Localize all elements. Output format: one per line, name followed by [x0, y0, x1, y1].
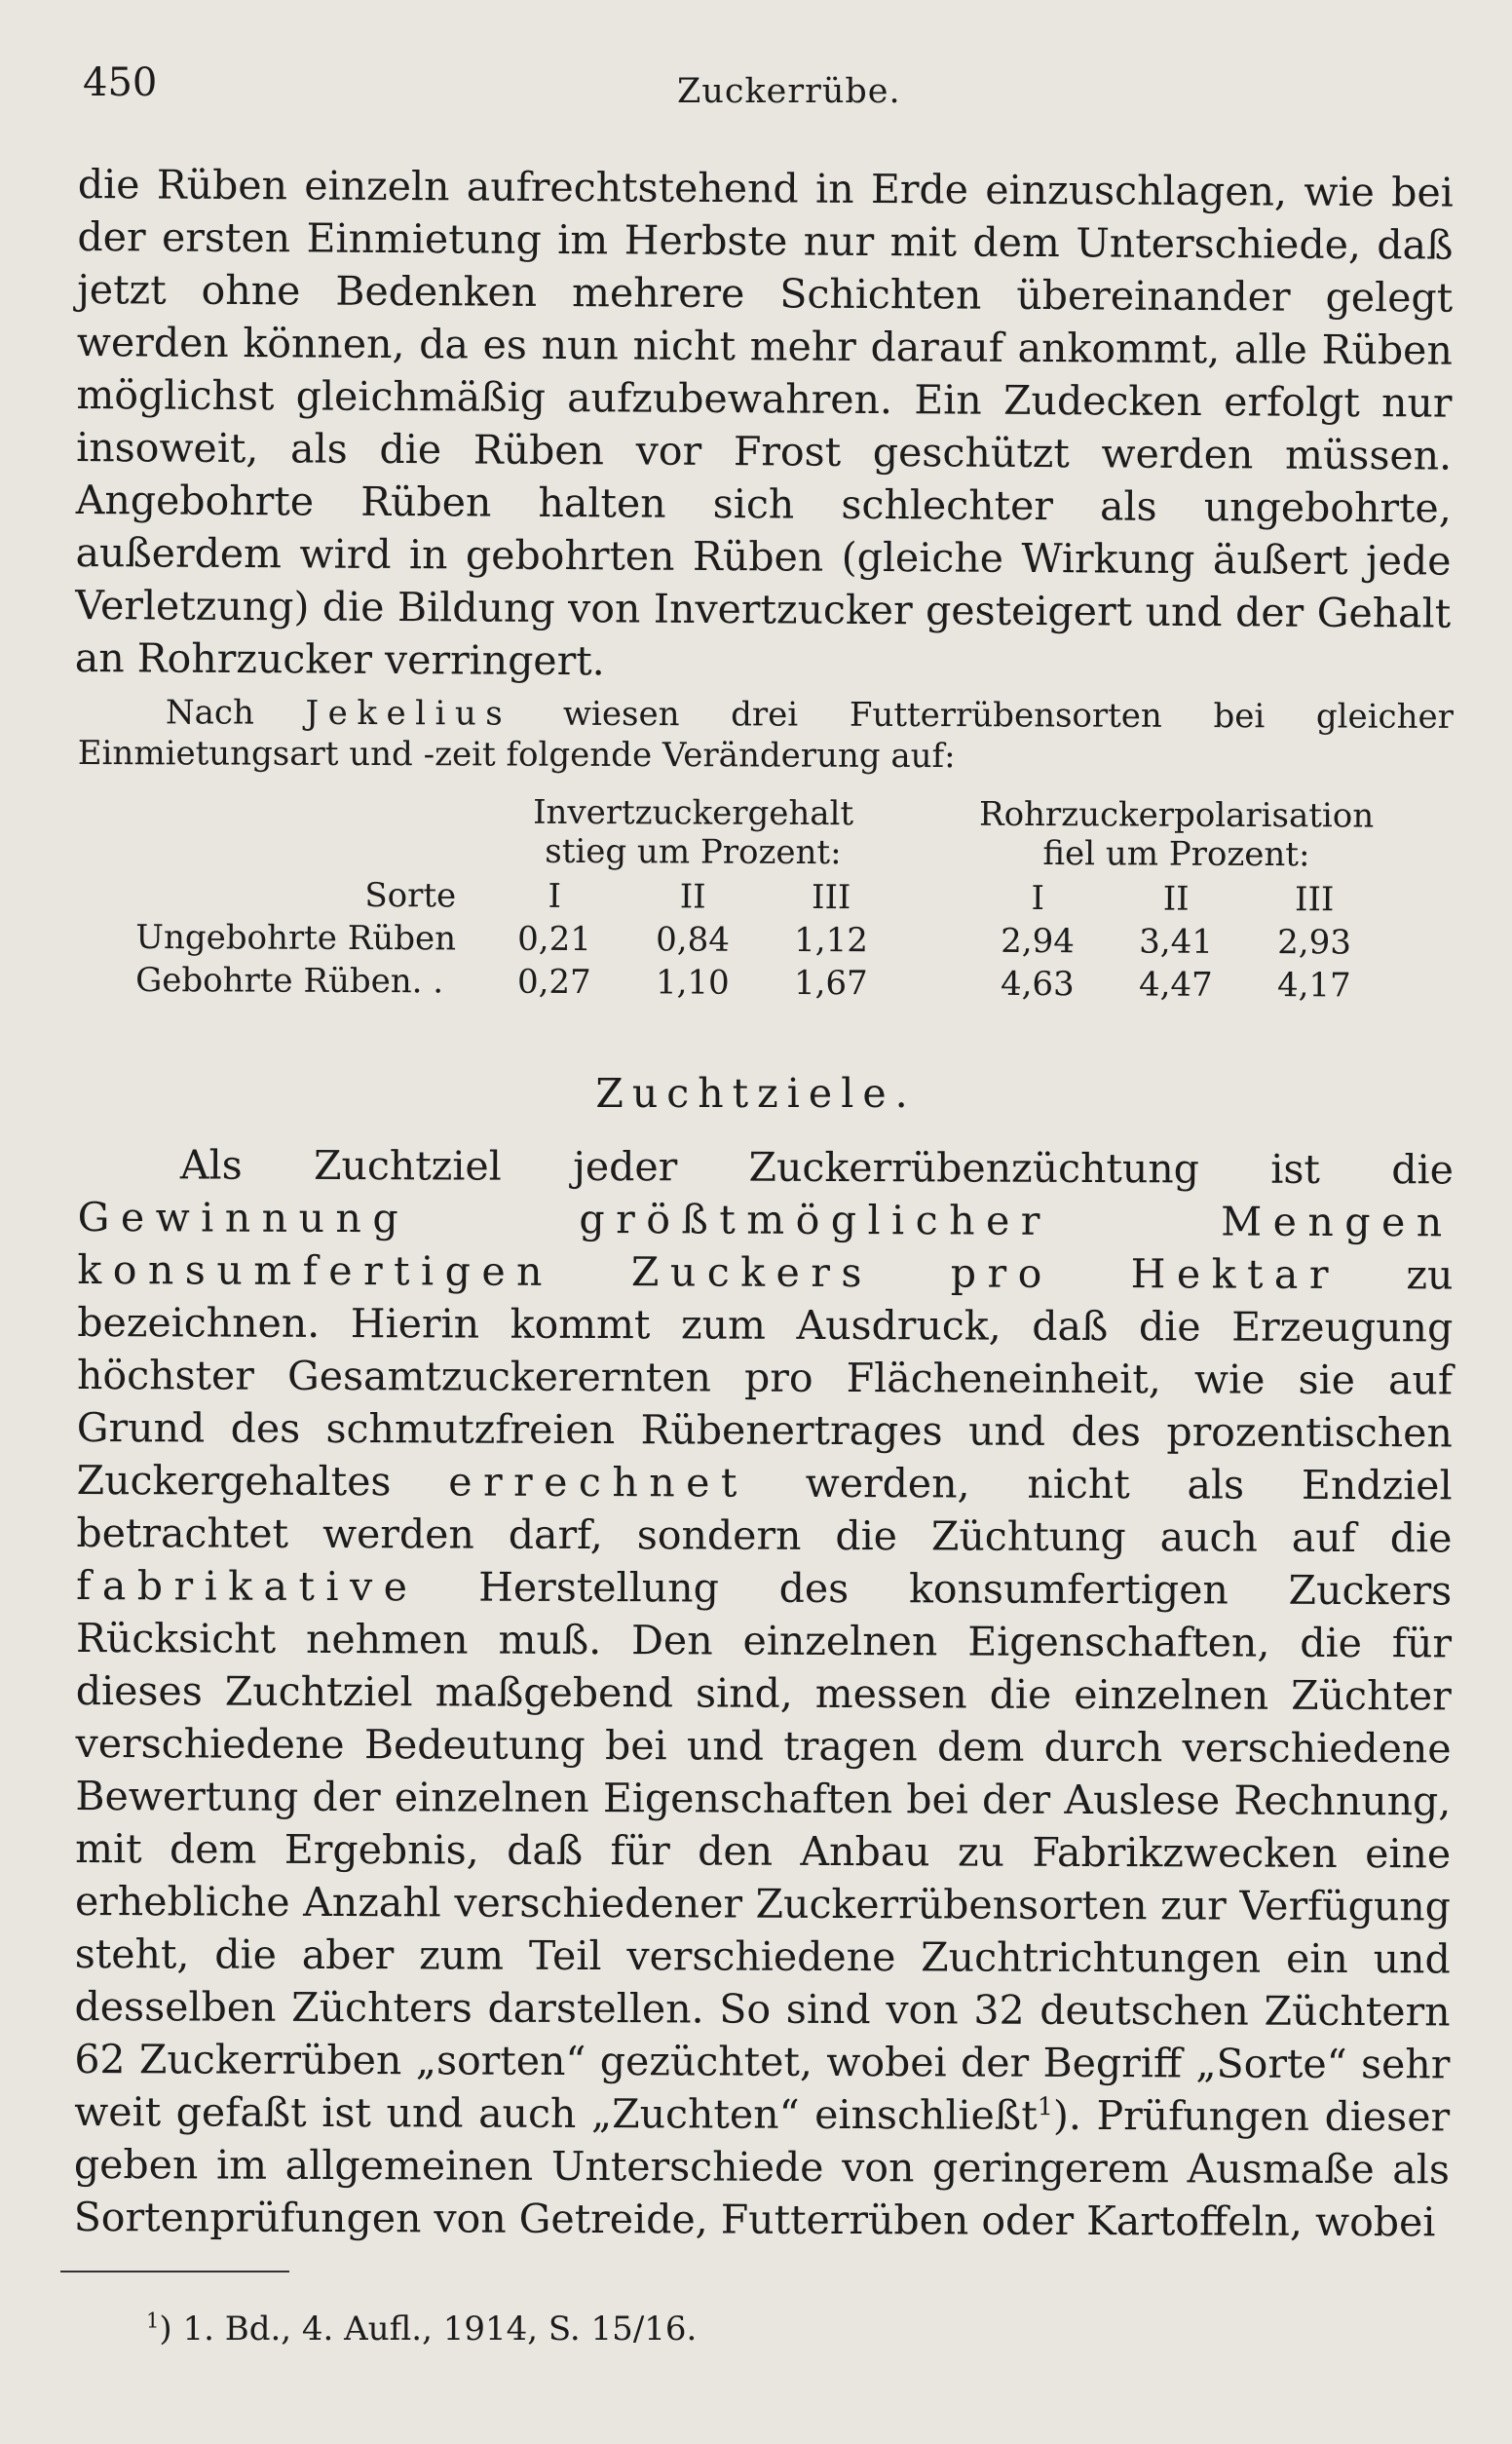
intro-text-before: Nach: [165, 693, 254, 733]
text-run: Als Zuchtziel jeder Zuckerrübenzüchtung ist die: [179, 1141, 1454, 1194]
paragraph-zuchtziele: [74, 1138, 1454, 2248]
footnote: [146, 2310, 697, 2349]
text-run: ). Prüfungen dieser geben im allgemeinen Unterschiede von geringerem Ausmaße als Sortenprüfungen von Getreide, Futterrüben oder Kartoffeln, wobei: [73, 2091, 1451, 2246]
table-row: [135, 916, 1383, 965]
column-header: I: [1031, 879, 1045, 919]
group-header-rohrzucker: Rohrzuckerpolarisation fiel um Prozent:: [978, 794, 1375, 875]
column-header: II: [1162, 879, 1190, 919]
footnote-marker: 1: [146, 2308, 160, 2333]
page-number: 450: [83, 60, 158, 105]
column-header: III: [811, 878, 851, 918]
table-cell: 0,84: [656, 920, 730, 960]
author-name: Jekelius: [305, 693, 512, 734]
column-header-sorte: Sorte: [364, 876, 457, 916]
text-run: zu bezeichnen. Hierin kommt zum Ausdruck, daß die Erzeugung höchster Gesamtzuckerernten pro Flächeneinheit, wie sie auf Grund des schmutzfreien Rübenertrages und des prozentischen Zuckergehaltes: [76, 1251, 1454, 1506]
table-group-header: [136, 791, 1384, 879]
intro-text-after: wiesen drei Futterrübensorten bei gleicher Einmietungsart und -zeit folgende Veränderung auf:: [77, 694, 1454, 777]
paragraph-text: die Rüben einzeln aufrechtstehend in Erde einzuschlagen, wie bei der ersten Einmietung im Herbste nur mit dem Unterschiede, daß jetzt ohne Bedenken mehrere Schichten übereinander gelegt werden können, da es nun nicht mehr darauf ankommt, alle Rüben möglichst gleichmäßig aufzubewahren. Ein Zudecken erfolgt nur insoweit, als die Rüben vor Frost geschützt werden müssen. Angebohrte Rüben halten sich schlechter als ungebohrte, außerdem wird in gebohrten Rüben (gleiche Wirkung äußert jede Verletzung) die Bildung von Invertzucker gesteigert und der Gehalt an Rohrzucker verringert.: [74, 160, 1454, 685]
paragraph-continued: [75, 158, 1454, 693]
footnote-divider: [60, 2271, 289, 2272]
table-column-header: [135, 873, 1383, 922]
row-label: Gebohrte Rüben. .: [135, 960, 444, 1002]
table-cell: 1,67: [793, 963, 868, 1004]
data-table: [135, 791, 1384, 1008]
table-cell: 4,17: [1276, 966, 1351, 1006]
table-cell: 0,27: [516, 962, 591, 1003]
footnote-text: ) 1. Bd., 4. Aufl., 1914, S. 15/16.: [159, 2310, 698, 2349]
footnote-reference[interactable]: 1: [1037, 2091, 1054, 2121]
column-header: I: [548, 876, 562, 916]
table-cell: 1,10: [655, 963, 730, 1003]
section-heading: Zuchtziele.: [595, 1070, 917, 1117]
row-label: Ungebohrte Rüben: [135, 917, 457, 959]
table-cell: 2,94: [1001, 921, 1075, 962]
emphasis-text: errechnet: [448, 1458, 748, 1507]
table-row: [135, 959, 1383, 1008]
column-header: II: [679, 877, 706, 917]
emphasis-text: fabrikative: [76, 1561, 419, 1611]
text-run: Herstellung des konsumfertigen Zuckers Rücksicht nehmen muß. Den einzelnen Eigenschaften, die für dieses Zuchtziel maßgebend sind, messen die einzelnen Züchter verschiedene Bedeutung bei und tragen dem durch verschiedene Bewertung der einzelnen Eigenschaften bei der Auslese Rechnung, mit dem Ergebnis, daß für den Anbau zu Fabrikzwecken eine erhebliche Anzahl verschiedener Zuckerrübensorten zur Verfügung steht, die aber zum Teil verschiedene Zuchtrichtungen ein und desselben Züchters darstellen. So sind von 32 deutschen Züchtern 62 Zuckerrüben „sorten“ gezüchtet, wobei der Begriff „Sorte“ sehr weit gefaßt ist und auch „Zuchten“ einschließt: [74, 1563, 1453, 2139]
group-header-invertzucker: Invertzuckergehalt stieg um Prozent:: [533, 792, 854, 873]
emphasis-text: Gewinnung größtmöglicher Mengen konsumfertigen Zuckers pro Hektar: [77, 1193, 1454, 1298]
column-header: III: [1294, 880, 1335, 920]
table-cell: 1,12: [794, 920, 868, 961]
table-cell: 2,93: [1277, 923, 1351, 963]
table-cell: 0,21: [517, 919, 591, 960]
running-head: Zuckerrübe.: [677, 72, 901, 111]
table-cell: 3,41: [1139, 922, 1213, 962]
table-cell: 4,47: [1138, 965, 1213, 1005]
table-intro: [78, 692, 1454, 779]
table-cell: 4,63: [1000, 964, 1075, 1005]
text-run: werden, nicht als Endziel betrachtet werden darf, sondern die Züchtung auch auf die: [76, 1459, 1453, 1562]
